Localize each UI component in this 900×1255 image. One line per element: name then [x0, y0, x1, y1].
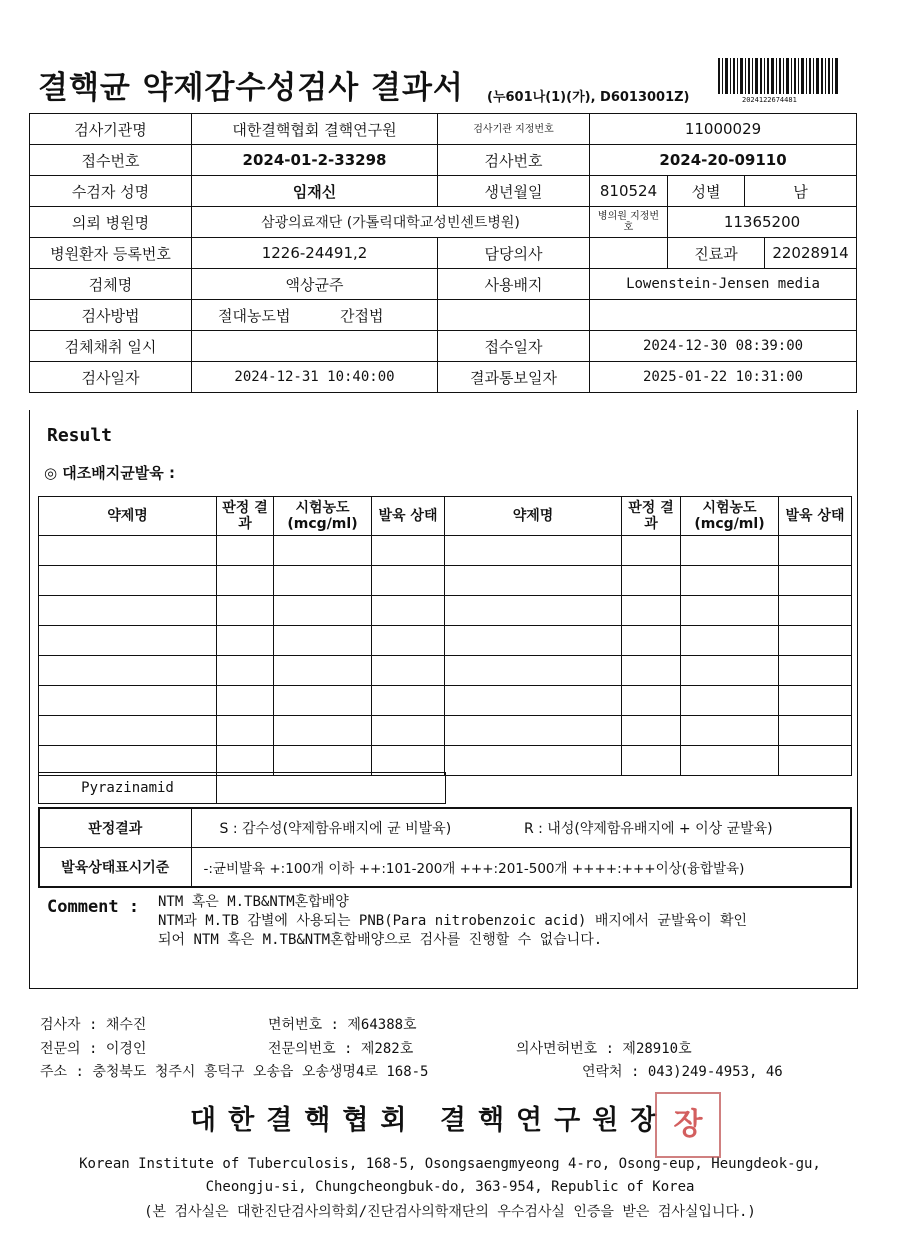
table-cell — [445, 656, 622, 686]
address: 주소 : 충청북도 청주시 흥덕구 오송읍 오송생명4로 168-5 — [40, 1064, 429, 1080]
table-cell — [372, 716, 445, 746]
table-cell — [372, 596, 445, 626]
table-cell — [372, 656, 445, 686]
table-cell — [445, 686, 622, 716]
drug-column-header: 발육 상태 — [372, 497, 445, 536]
table-cell — [622, 686, 681, 716]
result-label: Result — [47, 425, 113, 446]
table-cell — [622, 746, 681, 776]
table-cell — [274, 596, 372, 626]
info-table — [29, 113, 857, 393]
doctor — [590, 238, 668, 269]
lab-designation: 11000029 — [590, 114, 857, 145]
report-date-label: 결과통보일자 — [438, 362, 590, 393]
drug-column-header: 시험농도 (mcg/ml) — [274, 497, 372, 536]
table-cell — [217, 746, 274, 776]
receipt-no-label: 접수번호 — [30, 145, 192, 176]
form-code: (누601나(1)(가), D6013001Z) — [487, 90, 690, 105]
document-title: 결핵균 약제감수성검사 결과서 — [38, 70, 464, 106]
table-cell — [372, 746, 445, 776]
table-row — [39, 746, 852, 776]
table-row — [39, 656, 852, 686]
table-cell — [372, 536, 445, 566]
patient-name: 임재신 — [192, 176, 438, 207]
table-cell — [274, 536, 372, 566]
drug-column-header: 시험농도 (mcg/ml) — [681, 497, 779, 536]
control-growth-label: ◎ 대조배지균발육 : — [44, 464, 175, 482]
table-cell — [681, 746, 779, 776]
specialist: 전문의 : 이경인 — [40, 1041, 147, 1057]
certification-note: (본 검사실은 대한진단검사의학회/진단검사의학재단의 우수검사실 인증을 받은 검사실입니다.) — [144, 1204, 756, 1220]
drug-table — [38, 496, 852, 776]
test-date-label: 검사일자 — [30, 362, 192, 393]
doctor-license-no: 의사면허번호 : 제28910호 — [516, 1041, 692, 1057]
doctor-label: 담당의사 — [438, 238, 590, 269]
method-absolute: 절대농도법 — [218, 306, 291, 325]
table-cell — [779, 656, 852, 686]
comment-label: Comment : — [47, 897, 140, 917]
table-cell — [39, 536, 217, 566]
pyrazinamide-label: Pyrazinamid — [39, 773, 217, 804]
table-cell — [681, 566, 779, 596]
table-cell — [39, 566, 217, 596]
hospital: 삼광의료재단 (가톨릭대학교성빈센트병원) — [192, 207, 590, 238]
sex: 남 — [745, 176, 857, 207]
table-cell — [445, 536, 622, 566]
contact: 연락처 : 043)249-4953, 46 — [582, 1064, 783, 1080]
judgment-resistant: R : 내성(약제함유배지에 + 이상 균발육) — [523, 821, 773, 837]
table-cell — [39, 656, 217, 686]
judgment-susceptible: S : 감수성(약제함유배지에 균 비발육) — [219, 821, 452, 837]
table-cell — [779, 566, 852, 596]
table-cell — [779, 716, 852, 746]
pyrazinamide-table — [38, 772, 446, 804]
table-row — [39, 626, 852, 656]
table-cell — [445, 626, 622, 656]
table-cell — [622, 566, 681, 596]
table-cell — [372, 686, 445, 716]
drug-column-header: 약제명 — [445, 497, 622, 536]
drug-column-header: 발육 상태 — [779, 497, 852, 536]
organization-name: 대한결핵협회 결핵연구원장 — [190, 1105, 669, 1136]
table-cell — [779, 536, 852, 566]
judgment-label: 판정결과 — [39, 808, 191, 848]
table-cell — [445, 566, 622, 596]
table-cell — [779, 686, 852, 716]
table-cell — [217, 566, 274, 596]
barcode-icon — [718, 58, 838, 94]
table-cell — [372, 566, 445, 596]
specialist-no: 전문의번호 : 제282호 — [268, 1041, 414, 1057]
medium-label: 사용배지 — [438, 269, 590, 300]
table-row — [39, 716, 852, 746]
drug-column-header: 판정 결과 — [217, 497, 274, 536]
table-cell — [681, 656, 779, 686]
test-date: 2024-12-31 10:40:00 — [192, 362, 438, 393]
receipt-no: 2024-01-2-33298 — [192, 145, 438, 176]
growth-criteria: -:균비발육 +:100개 이하 ++:101-200개 +++:201-500개 ++++:+++이상(융합발육) — [191, 848, 851, 888]
license-no: 면허번호 : 제64388호 — [268, 1017, 417, 1033]
barcode-number: 2024122674481 — [742, 96, 797, 104]
hospital-designation: 11365200 — [668, 207, 857, 238]
patient-reg: 1226-24491,2 — [192, 238, 438, 269]
received: 2024-12-30 08:39:00 — [590, 331, 857, 362]
table-cell — [274, 716, 372, 746]
collection — [192, 331, 438, 362]
table-cell — [445, 746, 622, 776]
drug-column-header: 판정 결과 — [622, 497, 681, 536]
department: 22028914 — [765, 238, 857, 269]
table-cell — [217, 626, 274, 656]
test-no: 2024-20-09110 — [590, 145, 857, 176]
table-cell — [274, 656, 372, 686]
table-cell — [39, 626, 217, 656]
table-cell — [622, 656, 681, 686]
specimen: 액상균주 — [192, 269, 438, 300]
table-cell — [217, 596, 274, 626]
table-cell — [779, 626, 852, 656]
lab-designation-label: 검사기관 지정번호 — [438, 114, 590, 145]
patient-reg-label: 병원환자 등록번호 — [30, 238, 192, 269]
table-cell — [681, 686, 779, 716]
method-indirect: 간접법 — [340, 306, 384, 325]
patient-name-label: 수검자 성명 — [30, 176, 192, 207]
lab-name-label: 검사기관명 — [30, 114, 192, 145]
table-cell — [622, 716, 681, 746]
comment-line: NTM 혹은 M.TB&NTM혼합배양 — [158, 894, 349, 910]
table-cell — [622, 596, 681, 626]
comment-line: 되어 NTM 혹은 M.TB&NTM혼합배양으로 검사를 진행할 수 없습니다. — [158, 932, 603, 948]
table-cell — [217, 686, 274, 716]
specimen-label: 검체명 — [30, 269, 192, 300]
method-label: 검사방법 — [30, 300, 192, 331]
table-cell — [445, 596, 622, 626]
growth-criteria-label: 발육상태표시기준 — [39, 848, 191, 888]
hospital-designation-label: 병의원 지정번호 — [590, 207, 668, 238]
english-address-line1: Korean Institute of Tuberculosis, 168-5, Osongsaengmyeong 4-ro, Osong-eup, Heungdeok-gu, — [79, 1156, 821, 1172]
table-cell — [217, 536, 274, 566]
table-cell — [39, 746, 217, 776]
table-row — [39, 536, 852, 566]
test-no-label: 검사번호 — [438, 145, 590, 176]
table-cell — [681, 716, 779, 746]
table-cell — [217, 656, 274, 686]
table-cell — [681, 596, 779, 626]
table-cell — [39, 686, 217, 716]
table-cell — [622, 536, 681, 566]
table-cell — [274, 746, 372, 776]
comment — [158, 893, 747, 950]
birth: 810524 — [590, 176, 668, 207]
table-cell — [274, 566, 372, 596]
table-cell — [274, 626, 372, 656]
department-label: 진료과 — [668, 238, 765, 269]
sex-label: 성별 — [668, 176, 745, 207]
lab-name: 대한결핵협회 결핵연구원 — [192, 114, 438, 145]
birth-label: 생년월일 — [438, 176, 590, 207]
medium: Lowenstein-Jensen media — [590, 269, 857, 300]
comment-line: NTM과 M.TB 감별에 사용되는 PNB(Para nitrobenzoic acid) 배지에서 균발육이 확인 — [158, 913, 748, 929]
pyrazinamide-result — [217, 773, 446, 804]
table-row — [39, 596, 852, 626]
table-cell — [39, 716, 217, 746]
seal-stamp-icon: 장 — [655, 1092, 721, 1158]
table-cell — [622, 626, 681, 656]
table-row — [39, 686, 852, 716]
table-cell — [445, 716, 622, 746]
table-cell — [217, 716, 274, 746]
table-row — [39, 566, 852, 596]
collection-label: 검체채취 일시 — [30, 331, 192, 362]
table-cell — [681, 536, 779, 566]
criteria-table — [38, 807, 852, 888]
table-cell — [779, 746, 852, 776]
hospital-label: 의뢰 병원명 — [30, 207, 192, 238]
drug-column-header: 약제명 — [39, 497, 217, 536]
table-cell — [372, 626, 445, 656]
tester: 검사자 : 채수진 — [40, 1017, 147, 1033]
table-cell — [779, 596, 852, 626]
table-cell — [681, 626, 779, 656]
table-cell — [274, 686, 372, 716]
table-cell — [39, 596, 217, 626]
english-address-line2: Cheongju-si, Chungcheongbuk-do, 363-954, Republic of Korea — [205, 1179, 695, 1195]
report-date: 2025-01-22 10:31:00 — [590, 362, 857, 393]
received-label: 접수일자 — [438, 331, 590, 362]
